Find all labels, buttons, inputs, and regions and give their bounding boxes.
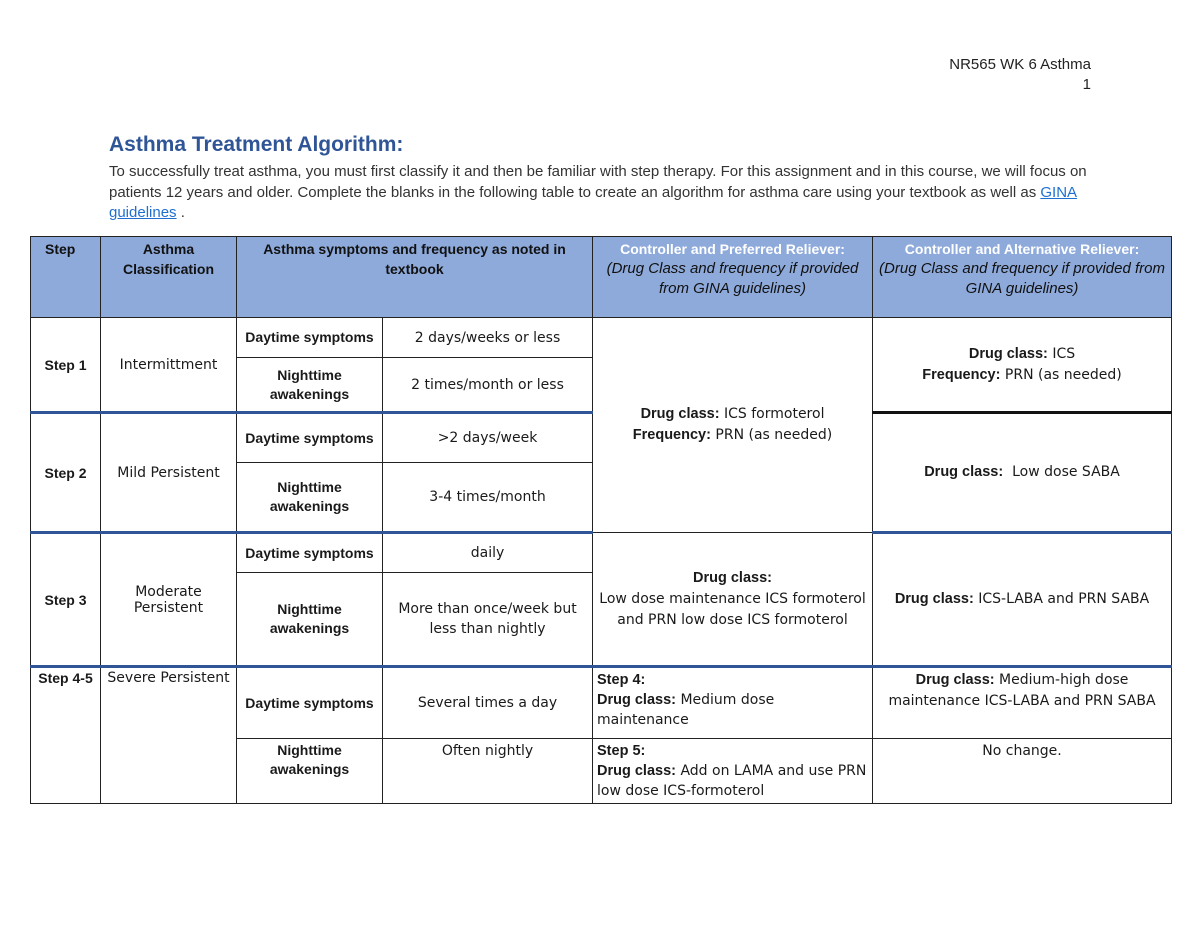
table-row [31, 667, 1172, 739]
header-symptoms: Asthma symptoms and frequency as noted in textbook [237, 237, 593, 318]
step2-daytime-label: Daytime symptoms [237, 413, 383, 463]
drug-class-label: Drug class: [640, 406, 720, 422]
step2-classification: Mild Persistent [101, 413, 237, 533]
step2-nighttime-label: Nighttime awakenings [237, 463, 383, 533]
step45-label: Step 4-5 [31, 667, 101, 804]
table-row [31, 318, 1172, 358]
page-title: Asthma Treatment Algorithm: [109, 133, 404, 156]
drug-class-label: Drug class: [597, 692, 676, 708]
step5-label: Step 5: [597, 743, 646, 759]
step45-daytime-value: Several times a day [383, 667, 593, 739]
step1-nighttime-label: Nighttime awakenings [237, 358, 383, 413]
step3-daytime-value: daily [383, 533, 593, 573]
step1-preferred-drug: ICS formoterol [724, 406, 825, 422]
step3-alt-drug: ICS-LABA and PRN SABA [978, 591, 1150, 607]
step45-classification: Severe Persistent [101, 667, 237, 804]
drug-class-label: Drug class: [693, 569, 772, 586]
header-alternative-sub: (Drug Class and frequency if provided from GINA guidelines) [879, 260, 1165, 297]
frequency-label: Frequency: [632, 427, 711, 443]
drug-class-label: Drug class: [924, 464, 1004, 480]
step1-classification: Intermittment [101, 318, 237, 413]
step2-alternative [873, 413, 1172, 533]
step1-alt-drug: ICS [1052, 345, 1076, 362]
frequency-label: Frequency: [922, 366, 1001, 383]
step1-alt-freq: PRN (as needed) [1004, 366, 1122, 383]
header-preferred-sub: (Drug Class and frequency if provided from GINA guidelines) [606, 260, 859, 297]
header-preferred [593, 237, 873, 318]
step5-drug: Add on LAMA and use PRN low dose ICS-formoterol [597, 763, 867, 799]
step1-alternative [873, 318, 1172, 413]
step4-alternative [873, 667, 1172, 739]
intro-paragraph [109, 162, 1099, 224]
step4-drug: Medium dose maintenance [597, 692, 775, 728]
page-number: 1 [1082, 76, 1091, 93]
step3-label: Step 3 [31, 533, 101, 667]
step3-daytime-label: Daytime symptoms [237, 533, 383, 573]
asthma-algorithm-table [30, 236, 1172, 804]
step4-alt: Medium-high dose maintenance ICS-LABA and PRN SABA [888, 672, 1156, 709]
step2-nighttime-value: 3-4 times/month [383, 463, 593, 533]
drug-class-label: Drug class: [968, 345, 1048, 362]
table-row [31, 533, 1172, 573]
step4-preferred [593, 667, 873, 739]
intro-text: To successfully treat asthma, you must first classify it and then be familiar with step therapy. For this assignment and in this course, we will focus on patients 12 years and older. Complete the blanks in the following table to create an algorithm for asthma care using your textbook as well as [109, 163, 1087, 201]
table-header-row [31, 237, 1172, 318]
step1-2-preferred [593, 318, 873, 533]
step2-label: Step 2 [31, 413, 101, 533]
step1-label: Step 1 [31, 318, 101, 413]
step45-nighttime-label: Nighttime awakenings [237, 739, 383, 804]
header-step: Step [31, 237, 101, 318]
header-alternative-title: Controller and Alternative Reliever: [904, 241, 1140, 257]
step1-daytime-label: Daytime symptoms [237, 318, 383, 358]
step45-daytime-label: Daytime symptoms [237, 667, 383, 739]
header-alternative [873, 237, 1172, 318]
gina-guidelines-link[interactable]: GINA guidelines [109, 183, 1078, 221]
step2-alt-drug: Low dose SABA [1012, 464, 1120, 480]
drug-class-label: Drug class: [894, 591, 974, 607]
step3-alternative [873, 533, 1172, 667]
header-classification: Asthma Classification [101, 237, 237, 318]
step3-preferred-drug: Low dose maintenance ICS formoterol and PRN low dose ICS formoterol [599, 590, 866, 628]
drug-class-label: Drug class: [915, 672, 995, 688]
header-preferred-title: Controller and Preferred Reliever: [620, 241, 845, 257]
step3-classification: Moderate Persistent [101, 533, 237, 667]
step5-alternative: No change. [873, 739, 1172, 804]
step1-daytime-value: 2 days/weeks or less [383, 318, 593, 358]
step3-nighttime-label: Nighttime awakenings [237, 573, 383, 667]
step3-preferred [593, 533, 873, 667]
intro-tail: . [176, 204, 185, 221]
page-header [949, 55, 1091, 95]
step2-daytime-value: >2 days/week [383, 413, 593, 463]
step1-preferred-freq: PRN (as needed) [715, 427, 833, 443]
course-label: NR565 WK 6 Asthma [949, 56, 1091, 73]
step3-nighttime-value: More than once/week but less than nightly [383, 573, 593, 667]
step1-nighttime-value: 2 times/month or less [383, 358, 593, 413]
step4-label: Step 4: [597, 672, 646, 688]
step5-preferred [593, 739, 873, 804]
step45-nighttime-value: Often nightly [383, 739, 593, 804]
drug-class-label: Drug class: [597, 763, 676, 779]
